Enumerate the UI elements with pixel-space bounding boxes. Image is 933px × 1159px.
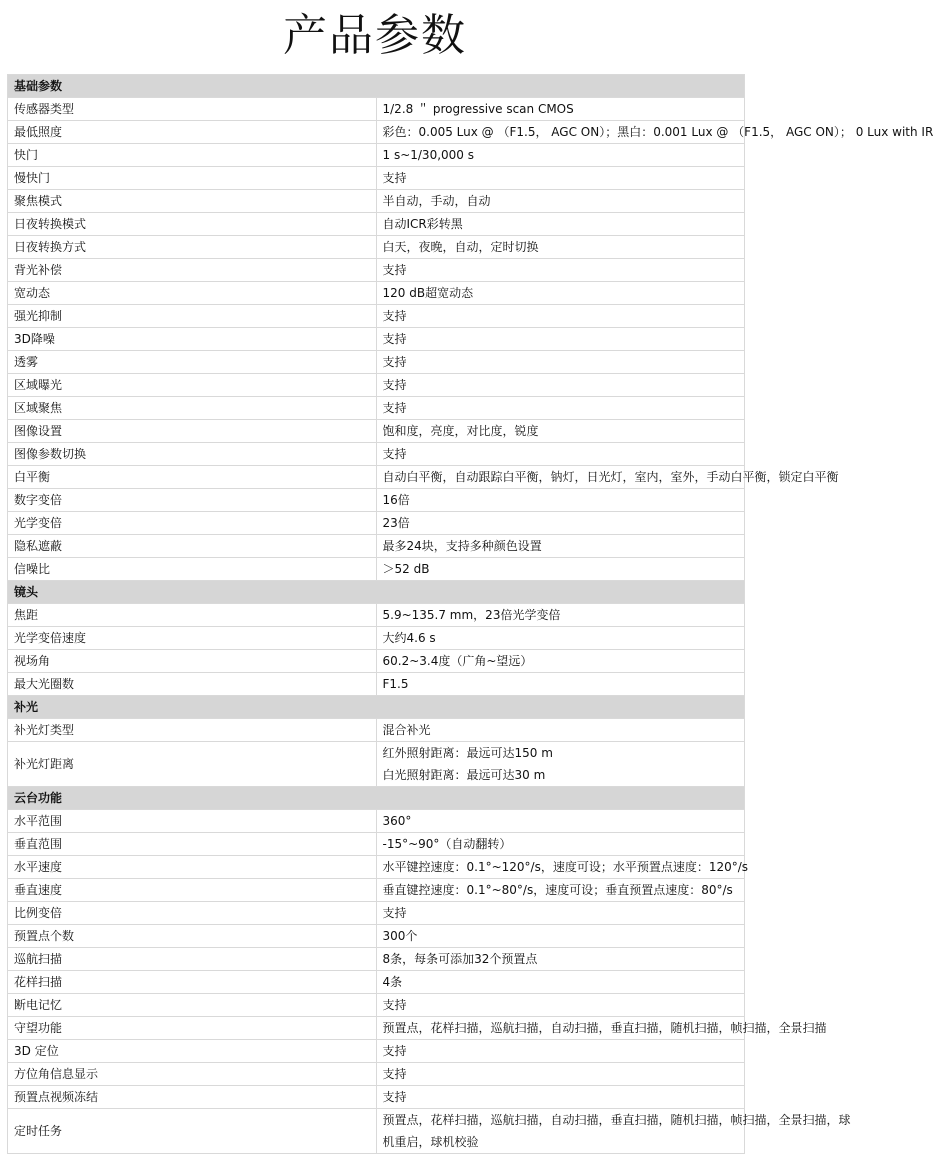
- table-row: [8, 1017, 745, 1040]
- section-header-row: [8, 75, 745, 98]
- spec-value: 支持: [376, 397, 745, 420]
- spec-value: 5.9~135.7 mm，23倍光学变倍: [376, 604, 745, 627]
- spec-label: 图像设置: [8, 420, 377, 443]
- spec-value: 支持: [376, 443, 745, 466]
- table-row: [8, 1109, 745, 1154]
- table-row: [8, 1040, 745, 1063]
- spec-label: 日夜转换方式: [8, 236, 377, 259]
- table-row: [8, 627, 745, 650]
- table-row: [8, 420, 745, 443]
- spec-value: [376, 742, 745, 787]
- table-row: [8, 305, 745, 328]
- spec-label: 预置点视频冻结: [8, 1086, 377, 1109]
- spec-label: 日夜转换模式: [8, 213, 377, 236]
- spec-value: 半自动，手动，自动: [376, 190, 745, 213]
- spec-label: 水平速度: [8, 856, 377, 879]
- spec-value: 饱和度，亮度，对比度，锐度: [376, 420, 745, 443]
- spec-value: 支持: [376, 1086, 745, 1109]
- table-row: [8, 971, 745, 994]
- spec-value-line: 预置点，花样扫描，巡航扫描，自动扫描，垂直扫描，随机扫描，帧扫描，全景扫描，球: [382, 1113, 851, 1127]
- spec-value-line: 红外照射距离：最远可达150 m: [382, 746, 553, 760]
- spec-value: 支持: [376, 305, 745, 328]
- table-row: [8, 810, 745, 833]
- section-heading: 基础参数: [8, 75, 745, 98]
- spec-table: [7, 74, 933, 1154]
- spec-value: 自动ICR彩转黑: [376, 213, 745, 236]
- section-header-row: [8, 787, 745, 810]
- spec-label: 透雾: [8, 351, 377, 374]
- spec-value: 支持: [376, 259, 745, 282]
- spec-label: 补光灯类型: [8, 719, 377, 742]
- table-row: [8, 902, 745, 925]
- spec-value: F1.5: [376, 673, 745, 696]
- spec-label: 最低照度: [8, 121, 377, 144]
- spec-label: 预置点个数: [8, 925, 377, 948]
- spec-value: 支持: [376, 328, 745, 351]
- table-row: [8, 719, 745, 742]
- spec-value: 60.2~3.4度（广角~望远）: [376, 650, 745, 673]
- spec-label: 光学变倍速度: [8, 627, 377, 650]
- table-row: [8, 673, 745, 696]
- section-heading: 镜头: [8, 581, 745, 604]
- table-row: [8, 489, 745, 512]
- spec-value: 1/2.8 ＂ progressive scan CMOS: [376, 98, 745, 121]
- spec-value: 混合补光: [376, 719, 745, 742]
- spec-value: 8条，每条可添加32个预置点: [376, 948, 745, 971]
- table-row: [8, 925, 745, 948]
- spec-label: 区域曝光: [8, 374, 377, 397]
- table-row: [8, 1086, 745, 1109]
- spec-label: 补光灯距离: [8, 742, 377, 787]
- table-row: [8, 994, 745, 1017]
- table-row: [8, 466, 745, 489]
- table-row: [8, 282, 745, 305]
- table-row: [8, 374, 745, 397]
- spec-label: 传感器类型: [8, 98, 377, 121]
- spec-value: 自动白平衡，自动跟踪白平衡，钠灯，日光灯，室内，室外，手动白平衡，锁定白平衡: [376, 466, 745, 489]
- table-row: [8, 144, 745, 167]
- spec-value-line: 白光照射距离：最远可达30 m: [382, 768, 546, 782]
- spec-value-line: 机重启，球机校验: [382, 1135, 479, 1149]
- spec-value: 水平键控速度：0.1°~120°/s，速度可设；水平预置点速度：120°/s: [376, 856, 745, 879]
- table-row: [8, 351, 745, 374]
- spec-value: 支持: [376, 994, 745, 1017]
- spec-label: 水平范围: [8, 810, 377, 833]
- table-row: [8, 259, 745, 282]
- table-row: [8, 443, 745, 466]
- table-row: [8, 236, 745, 259]
- table-row: [8, 535, 745, 558]
- spec-label: 方位角信息显示: [8, 1063, 377, 1086]
- table-row: [8, 213, 745, 236]
- spec-label: 垂直速度: [8, 879, 377, 902]
- spec-value: 预置点，花样扫描，巡航扫描，自动扫描，垂直扫描，随机扫描，帧扫描，全景扫描: [376, 1017, 745, 1040]
- table-row: [8, 328, 745, 351]
- spec-label: 强光抑制: [8, 305, 377, 328]
- spec-label: 视场角: [8, 650, 377, 673]
- spec-value: 300个: [376, 925, 745, 948]
- spec-label: 数字变倍: [8, 489, 377, 512]
- spec-label: 背光补偿: [8, 259, 377, 282]
- spec-label: 聚焦模式: [8, 190, 377, 213]
- table-row: [8, 98, 745, 121]
- table-row: [8, 856, 745, 879]
- spec-label: 光学变倍: [8, 512, 377, 535]
- spec-value: 垂直键控速度：0.1°~80°/s，速度可设；垂直预置点速度：80°/s: [376, 879, 745, 902]
- table-row: [8, 397, 745, 420]
- spec-value: 最多24块，支持多种颜色设置: [376, 535, 745, 558]
- spec-value: 支持: [376, 167, 745, 190]
- spec-value: ＞52 dB: [376, 558, 745, 581]
- spec-label: 慢快门: [8, 167, 377, 190]
- spec-label: 信噪比: [8, 558, 377, 581]
- spec-value: 支持: [376, 1063, 745, 1086]
- spec-label: 断电记忆: [8, 994, 377, 1017]
- spec-table-body: [8, 75, 933, 1154]
- spec-value: 支持: [376, 902, 745, 925]
- spec-value: 120 dB超宽动态: [376, 282, 745, 305]
- table-row: [8, 604, 745, 627]
- spec-label: 隐私遮蔽: [8, 535, 377, 558]
- spec-label: 最大光圈数: [8, 673, 377, 696]
- table-row: [8, 512, 745, 535]
- spec-label: 图像参数切换: [8, 443, 377, 466]
- spec-value: -15°~90°（自动翻转）: [376, 833, 745, 856]
- spec-value: 支持: [376, 374, 745, 397]
- spec-label: 宽动态: [8, 282, 377, 305]
- spec-value: 白天，夜晚，自动，定时切换: [376, 236, 745, 259]
- table-row: [8, 833, 745, 856]
- spec-label: 白平衡: [8, 466, 377, 489]
- spec-value: [376, 1109, 851, 1154]
- table-row: [8, 190, 745, 213]
- spec-value: 16倍: [376, 489, 745, 512]
- section-heading: 补光: [8, 696, 745, 719]
- spec-value: 4条: [376, 971, 745, 994]
- section-header-row: [8, 581, 745, 604]
- spec-value: 支持: [376, 1040, 745, 1063]
- table-row: [8, 121, 745, 144]
- section-heading: 云台功能: [8, 787, 745, 810]
- table-row: [8, 167, 745, 190]
- table-row: [8, 558, 745, 581]
- spec-value: 360°: [376, 810, 745, 833]
- spec-value: 1 s~1/30,000 s: [376, 144, 745, 167]
- spec-label: 快门: [8, 144, 377, 167]
- table-row: [8, 879, 745, 902]
- spec-label: 焦距: [8, 604, 377, 627]
- spec-value: 支持: [376, 351, 745, 374]
- spec-label: 3D 定位: [8, 1040, 377, 1063]
- spec-label: 花样扫描: [8, 971, 377, 994]
- page-title: 产品参数: [283, 10, 467, 61]
- spec-label: 区域聚焦: [8, 397, 377, 420]
- spec-value: 大约4.6 s: [376, 627, 745, 650]
- table-row: [8, 650, 745, 673]
- spec-label: 守望功能: [8, 1017, 377, 1040]
- spec-label: 3D降噪: [8, 328, 377, 351]
- spec-value: 23倍: [376, 512, 745, 535]
- spec-label: 定时任务: [8, 1109, 377, 1154]
- spec-label: 巡航扫描: [8, 948, 377, 971]
- spec-value: 彩色：0.005 Lux @ （F1.5， AGC ON）；黑白：0.001 Lux @ （F1.5， AGC ON）； 0 Lux with IR: [376, 121, 745, 144]
- spec-label: 垂直范围: [8, 833, 377, 856]
- table-row: [8, 742, 745, 787]
- spec-label: 比例变倍: [8, 902, 377, 925]
- table-row: [8, 948, 745, 971]
- table-row: [8, 1063, 745, 1086]
- section-header-row: [8, 696, 745, 719]
